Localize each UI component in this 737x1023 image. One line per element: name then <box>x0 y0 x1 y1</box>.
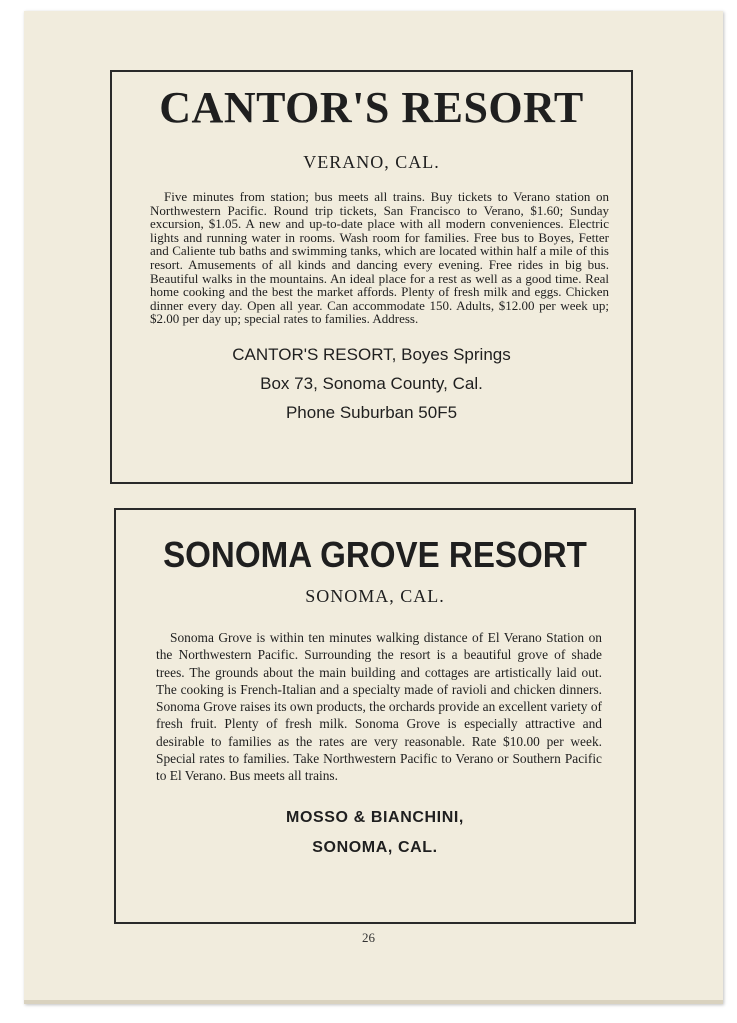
contact-line: Phone Suburban 50F5 <box>285 402 458 422</box>
ad-title: CANTOR'S RESORT <box>159 83 584 132</box>
contact-line: Box 73, Sonoma County, Cal. <box>260 373 483 393</box>
ad-contact <box>112 340 631 427</box>
ad-body: Five minutes from station; bus meets all trains. Buy tickets to Verano station on Northwestern Pacific. Round trip tickets, San Francisco to Verano, $1.60; Sunday excursion, $1.05. A new and up-to-date place with all modern conveniences. Electric lights and running water in rooms. Wash room for families. Free bus to Boyes, Fetter and Caliente tub baths and swimming tanks, which are located within half a mile of this resort. Amusements of all kinds and dancing every evening. Free rides in big bus. Beautiful walks in the mountains. An ideal place for a rest as well as a good time. Real home cooking and the best the market affords. Plenty of fresh milk and eggs. Chicken dinner every day. Open all year. Can accommodate 150. Adults, $12.00 per week up; $2.00 per day up; special rates to families. Address. <box>150 189 609 327</box>
contact-line: CANTOR'S RESORT, Boyes Springs <box>232 344 511 364</box>
ad-location: VERANO, CAL. <box>303 152 440 172</box>
paper-edge <box>24 1000 723 1004</box>
contact-line: MOSSO & BIANCHINI, <box>286 808 464 826</box>
page-number: 26 <box>362 930 375 945</box>
ad-contact <box>116 803 634 863</box>
ad-title: SONOMA GROVE RESORT <box>163 534 587 575</box>
ad-body: Sonoma Grove is within ten minutes walking distance of El Verano Station on the Northwestern Pacific. Surrounding the resort is a beautiful grove of shade trees. The grounds about the main building and cottages are artistically laid out. The cooking is French-Italian and a specialty made of ravioli and chicken dinners. Sonoma Grove raises its own products, the orchards provide an excellent variety of fresh fruit. Plenty of fresh milk. Sonoma Grove is especially attractive and desirable to families as the rates are very reasonable. Rate $10.00 per week. Special rates to families. Take Northwestern Pacific to Verano or Southern Pacific to El Verano. Bus meets all trains. <box>156 630 602 784</box>
ad-sonoma-grove-resort <box>114 508 636 924</box>
ad-location: SONOMA, CAL. <box>305 586 445 606</box>
contact-line: SONOMA, CAL. <box>312 838 438 856</box>
ad-cantors-resort <box>110 70 633 484</box>
